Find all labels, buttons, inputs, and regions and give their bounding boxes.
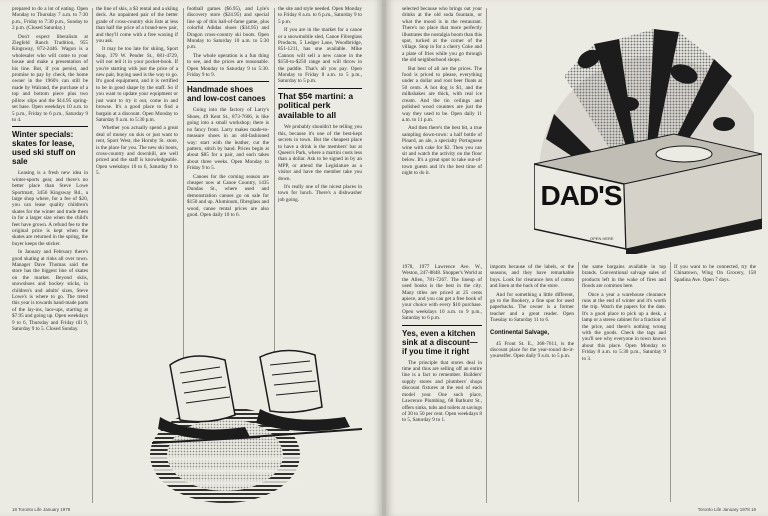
paragraph: It may be too late for skiing, Sport Stop, 379 W. Pender St., 681-4729, will not tell it in your pocket-book. If you're starting with just the price of a new pair, buying used is the way to go. It's good equipment, and it is certified to be in good shape by the staff. So if you want to update your equipment or just want to try it out, come in and browse. It's a good place to find a bargain at a discount. Open Monday to Saturday 9 a.m. to 5:30 p.m. bbox=[96, 46, 178, 123]
left-page bbox=[0, 0, 382, 516]
paragraph: In January and February there's good skating at rinks all over town. Manager Dave Thomas said the store has the biggest line of skates on the market. Beyond skiis, snowshoes and hockey sticks, in children's and adults' sizes, Steve Lowe's is where to go. The trend this year is towards hand-made parts of the lay-ins, lace-ups, starting at $7.95 and going up. Open weekdays 9 to 6, Thursday and Friday till 9, Saturday 9 to 5. Closed Sunday. bbox=[12, 249, 88, 333]
column-rule bbox=[578, 262, 579, 502]
paragraph: Once a year a warehouse clearance runs at the end of winter and it's worth the trip. Watch the papers for the date. It's a good place to pick up a desk, a lamp or a stereo cabinet for a fraction of the price, and there's nothing wrong with the goods. Check the tags and you'll see why everyone in town knows about this place. Open Monday to Friday 8 a.m. to 5:30 p.m., Saturday 9 to 3. bbox=[582, 291, 666, 362]
column-rule bbox=[274, 8, 275, 388]
paragraph: 45 Front St. E., 368-7611, is the discount place for the year-round do-it-yourselfer. Open daily 9 a.m. to 5 p.m. bbox=[490, 340, 574, 360]
ad-sublabel: OPEN HERE bbox=[590, 236, 614, 241]
paragraph: And then there's the best bit, a true sampling down-town: a half bottle of Pinard, an ale, a specialty Portuguese wine with cake for $2. Then you can sit and watch the activity on the floor below. It's a great spot to take out-of-town guests and it's the best time of night to do it. bbox=[402, 125, 482, 177]
paragraph: But best of all are the prices. The food is priced to please, everything under a dollar and root beer floats at 50 cents. A hot dog is $1, and the milkshakes are thick, with real ice cream. And the tin ceilings and polished wood counters are just the way they used to be. Open daily 11 a.m. to 11 p.m. bbox=[402, 65, 482, 123]
left-column-3 bbox=[187, 6, 269, 396]
ad-brand-label: DAD'S bbox=[540, 180, 622, 211]
column-rule bbox=[486, 8, 487, 503]
paragraph: the same bargains available in top brands. Conventional salvage sales of products left in the wake of fires and floods are common here. bbox=[582, 264, 666, 290]
headline-kitchen-sink: Yes, even a kitchen sink at a discount—if you time it right bbox=[402, 325, 482, 356]
paragraph: Don't expect liberalism at Ziegfeld Ranch Tradition, 955 Kingsway, 872-2446. Wagon is a wholesaler who will come to your house and make a presentation of his line. But, if you persist, and promise to pay by check, the home owner in the 1960's can still be made by Walrand, the purchase of a top and bottom piece plus two pillow slips and the $14.95 spring-set base. Open weekdays 10 a.m. to 5 p.m., Friday to 6 p.m., Saturday 9 to 4. bbox=[12, 33, 88, 123]
right-column-2 bbox=[490, 264, 574, 504]
paragraph: football games ($6.95), and Lyle's discovery store ($24.95) and special line up of this hall-of-fame game, plus colorful Adidas shoes ($34.95) and Dragon cross-country ski boots. Open Monday to Saturday 10 a.m. to 5:30 p.m. bbox=[187, 6, 269, 51]
paragraph: And for something a little different, go to the Bookery, a fine spot for used paperbacks. The owner is a former teacher and a great reader. Open Tuesday to Saturday 11 to 6. bbox=[490, 291, 574, 324]
headline-winter-specials: Winter specials: skates for lease, used ski stuff on sale bbox=[12, 126, 88, 166]
paragraph: Leasing is a fresh new idea in winter-sports gear, and there's no better place than Steve Lowe Sportmart, 3456 Kingsway Rd., a large shop where, for a fee of $20, you can lease quality children's skates for the winter and trade them in for a larger size when the child's feet have grown. A refund fee to the original price is kept when the skates are returned in the spring, the buyer keeps the sticker. bbox=[12, 170, 88, 247]
page-folio: 18 Toronto Life January 1978 bbox=[12, 507, 71, 512]
column-rule bbox=[670, 262, 671, 502]
paragraph: prepared to do a lot of eating. Open Monday to Thursday 7 a.m. to 7:30 p.m., Friday to 7:30 p.m., Sunday to 2 p.m. (Closed Saturday.) bbox=[12, 6, 88, 32]
headline-martini-perk: That $5¢ martini: a political perk available to all bbox=[278, 88, 362, 121]
paragraph: selected because who brings out your drinks at the old soda fountain, or what the mood is in the restaurant. There's no place that more perfectly illustrates the nostalgia boom than this spot, tucked at the corner of the village. Stop in for a cherry Coke and a plate of fries while you go through the old neighborhood shops. bbox=[402, 6, 482, 64]
paragraph: the site and style needed. Open Monday to Friday 8 a.m. to 6 p.m., Saturday 9 to 5 p.m. bbox=[278, 6, 362, 25]
paragraph: If you are in the market for a canoe or a snowmobile sled, Canoe Fibreglass Products, 5 Ledger Lane, Woodbridge, 851-1211, has one available. Mike Cannon will sell a new canoe in the $150-to-$250 range and will throw in the paddle. That's all you pay. Open Monday to Friday 8 a.m. to 5 p.m., Saturday to 5 p.m. bbox=[278, 27, 362, 85]
column-rule bbox=[92, 8, 93, 503]
skate-illustration bbox=[150, 345, 365, 505]
paragraph: The principle that stores deal in time and thus are selling off an entire line is a fact to remember. Builders' supply stores and plumbers' shops discount fixtures at the end of each model year. One such place, Lawrence Plumbing, 68 Bathurst St., offers sinks, tubs and toilets at savings of 30 to 50 per cent. Open weekdays 8 to 5, Saturday 9 to 1. bbox=[402, 359, 482, 424]
paragraph: Whether you actually spend a great deal of money on skis or just want to rent, Sport West, the Hornby St. store, is the place for you. The new ski boots, cross-country and downhill, are well priced and the staff is knowledgeable. Open weekdays 10 to 6, Saturday 9 to 5. bbox=[96, 125, 178, 177]
right-column-1 bbox=[402, 6, 482, 256]
dads-cookie-illustration bbox=[534, 4, 762, 254]
page-folio: Toronto Life January 1978 19 bbox=[697, 507, 756, 512]
right-column-4 bbox=[674, 264, 756, 504]
headline-continental-salvage: Continental Salvage, bbox=[490, 329, 550, 336]
paragraph: If you want to be connected, try the Chinatown, Wing On Grocery, 158 Spadina Ave. Open 7 days. bbox=[674, 264, 756, 283]
paragraph: It's really one of the nicest places in town for lunch. There's a dishwasher job going. bbox=[278, 184, 362, 203]
paragraph: imports because of the labels, or the seasons, and they have remarkable buys. Look for clearance lots of cotton and linen at the back of the store. bbox=[490, 264, 574, 290]
right-column-1b bbox=[402, 264, 482, 504]
paragraph: We probably shouldn't be telling you this, because it's one of the best-kept secrets in town. But the cheapest place to have a drink is the members' bar at Queen's Park, where a martini costs less than a dollar. Ask to be signed in by an MPP, or attend the Legislature as a visitor and have the member take you down. bbox=[278, 124, 362, 182]
paragraph: Going into the factory of Larry's Shoes, 49 Kent St., 873-7666, is like going into a small workshop; there is no fancy front. Larry makes made-to-measure shoes in an old-fashioned way: start with the leather, cut the pattern, stitch by hand. Prices begin at about $85 for a pair, and each takes about three weeks. Open Monday to Friday 9 to 5. bbox=[187, 107, 269, 172]
paragraph: the line of skis, a $3 rental and a skiing deck. An unpainted pair of the better grade of cross-country skis lists at less than half the price of a brand-new pair, and they'll come with a free waxing if you ask. bbox=[96, 6, 178, 45]
column-rule bbox=[183, 8, 184, 388]
paragraph: The whole operation is a fun thing to see, and the prices are reasonable. Open Monday to Saturday 9 to 5:30. Friday 9 to 9. bbox=[187, 52, 269, 79]
left-column-2 bbox=[96, 6, 178, 396]
headline-handmade-shoes: Handmade shoes and low-cost canoes bbox=[187, 81, 269, 103]
right-page bbox=[386, 0, 768, 516]
paragraph: 1978, 1977 Lawrence Ave. W., Weston, 247-8848. Shopper's World at the Allen, 781-7267. The lineup of used books is the best in the city. Many titles are priced at 25 cents apiece, and you can get a free book of your choice with every $10 purchase. Open weekdays 10 a.m. to 9 p.m., Saturday to 6 p.m. bbox=[402, 264, 482, 322]
left-column-1 bbox=[12, 6, 88, 506]
right-column-3 bbox=[582, 264, 666, 504]
paragraph: Canoes for the coming season are cheaper now at Canoe Country, 1435 Dundas St., where used and demonstration canoes go on sale for $150 and up. Aluminum, fibreglass and wood, canoe rental prices are also good. Open daily 10 to 6. bbox=[187, 173, 269, 218]
